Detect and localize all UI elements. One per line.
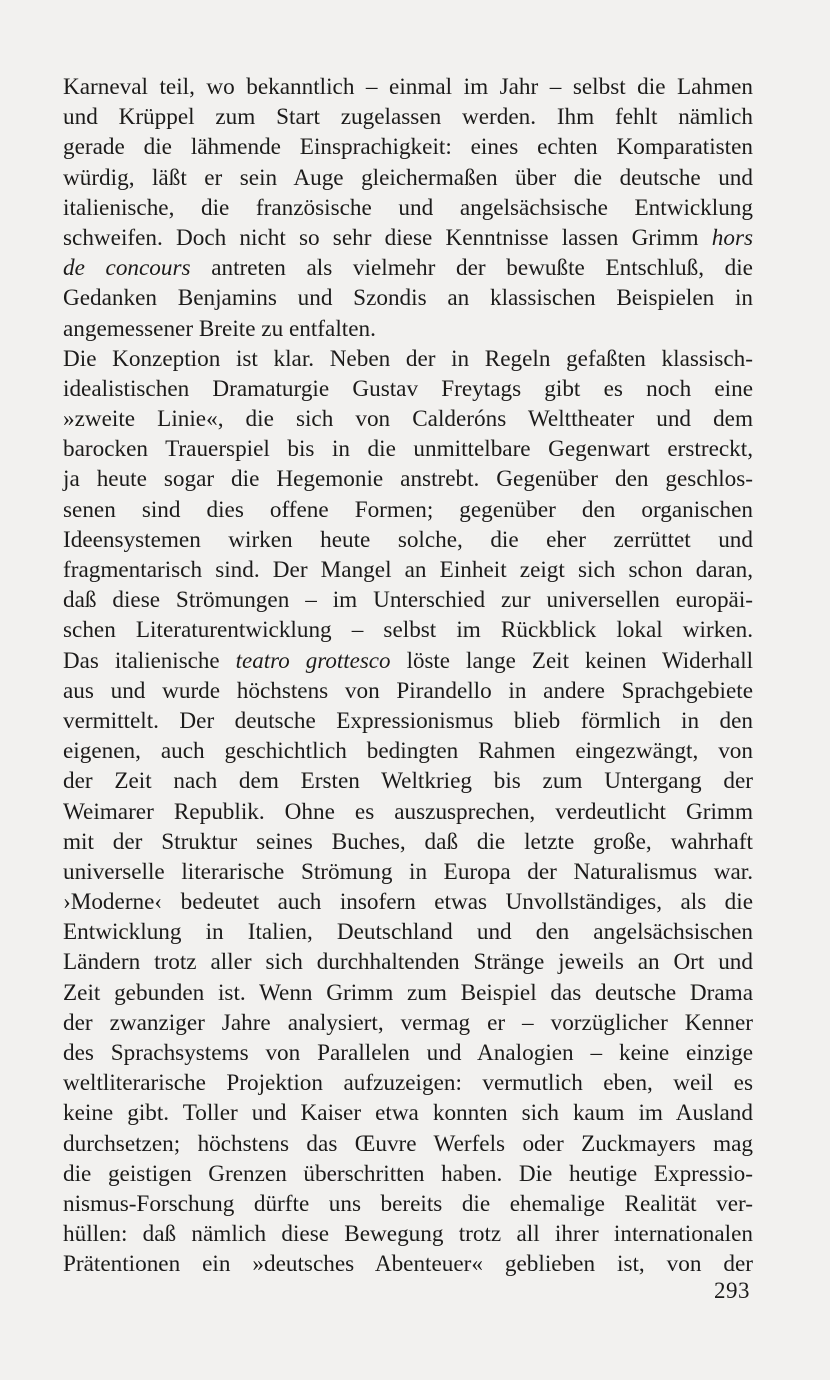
text-line <box>63 283 753 313</box>
text-span: eigenen, auch geschichtlich bedingten Rahmen eingezwängt, von <box>63 738 753 765</box>
italic-text-span: teatro grottesco <box>235 647 391 673</box>
text-span: löste lange Zeit keinen Widerhall <box>390 647 753 673</box>
text-line <box>63 314 753 344</box>
italic-text-span: de concours <box>63 255 191 282</box>
text-span: ja heute sogar die Hegemonie anstrebt. Gegenüber den geschlos- <box>63 466 753 493</box>
text-span: Zeit gebunden ist. Wenn Grimm zum Beispiel das deutsche Drama <box>63 979 753 1006</box>
text-line <box>63 1098 753 1128</box>
text-span: mit der Struktur seines Buches, daß die letzte große, wahrhaft <box>63 828 753 855</box>
text-span: aus und wurde höchstens von Pirandello in andere Sprachgebiete <box>63 677 753 704</box>
text-line <box>63 1189 753 1219</box>
text-line <box>63 1129 753 1159</box>
text-span: ›Moderne‹ bedeutet auch insofern etwas Unvollständiges, als die <box>63 889 753 916</box>
text-span: Gedanken Benjamins und Szondis an klassischen Beispielen in <box>63 285 753 312</box>
text-line <box>63 1219 753 1249</box>
text-span: Prätentionen ein »deutsches Abenteuer« geblieben ist, von der <box>63 1251 753 1278</box>
text-line <box>63 193 753 223</box>
text-line <box>63 495 753 525</box>
text-line <box>63 615 753 645</box>
text-span: gerade die lähmende Einsprachigkeit: eines echten Komparatisten <box>63 134 753 161</box>
text-span: der zwanziger Jahre analysiert, vermag er – vorzüglicher Kenner <box>63 1009 753 1036</box>
text-span: schweifen. Doch nicht so sehr diese Kenntnisse lassen Grimm <box>63 224 712 251</box>
text-line <box>63 223 753 253</box>
text-span: hüllen: daß nämlich diese Bewegung trotz all ihrer internationalen <box>63 1221 753 1248</box>
text-span: Entwicklung in Italien, Deutschland und den angelsächsischen <box>63 919 753 946</box>
text-span: vermittelt. Der deutsche Expressionismus blieb förmlich in den <box>63 707 753 734</box>
text-span: Das italienische <box>63 647 236 673</box>
text-line <box>63 555 753 585</box>
text-line <box>63 797 753 827</box>
text-line <box>63 887 753 917</box>
text-span: keine gibt. Toller und Kaiser etwa konnten sich kaum im Ausland <box>63 1100 753 1127</box>
text-line <box>63 344 753 374</box>
text-line <box>63 102 753 132</box>
text-span: fragmentarisch sind. Der Mangel an Einheit zeigt sich schon daran, <box>63 557 753 583</box>
text-line <box>63 947 753 977</box>
text-span: senen sind dies offene Formen; gegenüber den organischen <box>63 496 753 523</box>
text-span: durchsetzen; höchstens das Œuvre Werfels oder Zuckmayers mag <box>63 1130 753 1157</box>
text-line <box>63 1159 753 1189</box>
text-span: weltliterarische Projektion aufzuzeigen: vermutlich eben, weil es <box>63 1070 753 1097</box>
text-line <box>63 1249 753 1279</box>
text-span: barocken Trauerspiel bis in die unmittelbare Gegenwart erstreckt, <box>63 436 753 463</box>
text-span: würdig, läßt er sein Auge gleichermaßen über die deutsche und <box>63 164 753 191</box>
text-line <box>63 404 753 434</box>
text-span: daß diese Strömungen – im Unterschied zur universellen europäi- <box>63 587 753 614</box>
text-line <box>63 917 753 947</box>
text-line <box>63 253 753 283</box>
text-span: schen Literaturentwicklung – selbst im Rückblick lokal wirken. <box>63 617 753 644</box>
text-line <box>63 1038 753 1068</box>
text-line <box>63 132 753 162</box>
text-line <box>63 676 753 706</box>
text-span: und Krüppel zum Start zugelassen werden. Ihm fehlt nämlich <box>63 104 753 131</box>
text-span: Ideensystemen wirken heute solche, die eher zerrüttet und <box>63 526 753 553</box>
text-line <box>63 1008 753 1038</box>
text-span: antreten als vielmehr der bewußte Entschluß, die <box>190 255 753 282</box>
text-line <box>63 766 753 796</box>
text-span: Die Konzeption ist klar. Neben der in Regeln gefaßten klassisch- <box>63 345 753 372</box>
text-span: nismus-Forschung dürfte uns bereits die ehemalige Realität ver- <box>63 1190 753 1217</box>
text-span: angemessener Breite zu entfalten. <box>63 315 376 342</box>
text-span: Karneval teil, wo bekanntlich – einmal im Jahr – selbst die Lahmen <box>63 74 753 100</box>
text-line <box>63 736 753 766</box>
text-span: Ländern trotz aller sich durchhaltenden Stränge jeweils an Ort und <box>63 949 753 976</box>
text-line <box>63 464 753 494</box>
text-span: des Sprachsystems von Parallelen und Analogien – keine einzige <box>63 1040 753 1066</box>
text-line <box>63 525 753 555</box>
text-line <box>63 163 753 193</box>
text-line <box>63 978 753 1008</box>
text-line <box>63 706 753 736</box>
text-line <box>63 434 753 464</box>
text-span: »zweite Linie«, die sich von Calderóns Welttheater und dem <box>63 406 753 433</box>
text-span: Weimarer Republik. Ohne es auszusprechen, verdeutlicht Grimm <box>63 798 753 825</box>
italic-text-span: hors <box>711 224 753 251</box>
text-span: italienische, die französische und angelsächsische Entwicklung <box>63 194 753 221</box>
body-text <box>63 72 753 1280</box>
text-line <box>63 374 753 404</box>
page-number: 293 <box>714 1278 750 1303</box>
text-line <box>63 857 753 887</box>
text-span: universelle literarische Strömung in Europa der Naturalismus war. <box>63 858 753 885</box>
text-line <box>63 1068 753 1098</box>
text-span: die geistigen Grenzen überschritten haben. Die heutige Expressio- <box>63 1160 753 1187</box>
text-line <box>63 646 753 676</box>
text-span: der Zeit nach dem Ersten Weltkrieg bis zum Untergang der <box>63 768 753 795</box>
text-line <box>63 827 753 857</box>
text-line <box>63 585 753 615</box>
text-span: idealistischen Dramaturgie Gustav Freytags gibt es noch eine <box>63 375 753 402</box>
text-line <box>63 72 753 102</box>
